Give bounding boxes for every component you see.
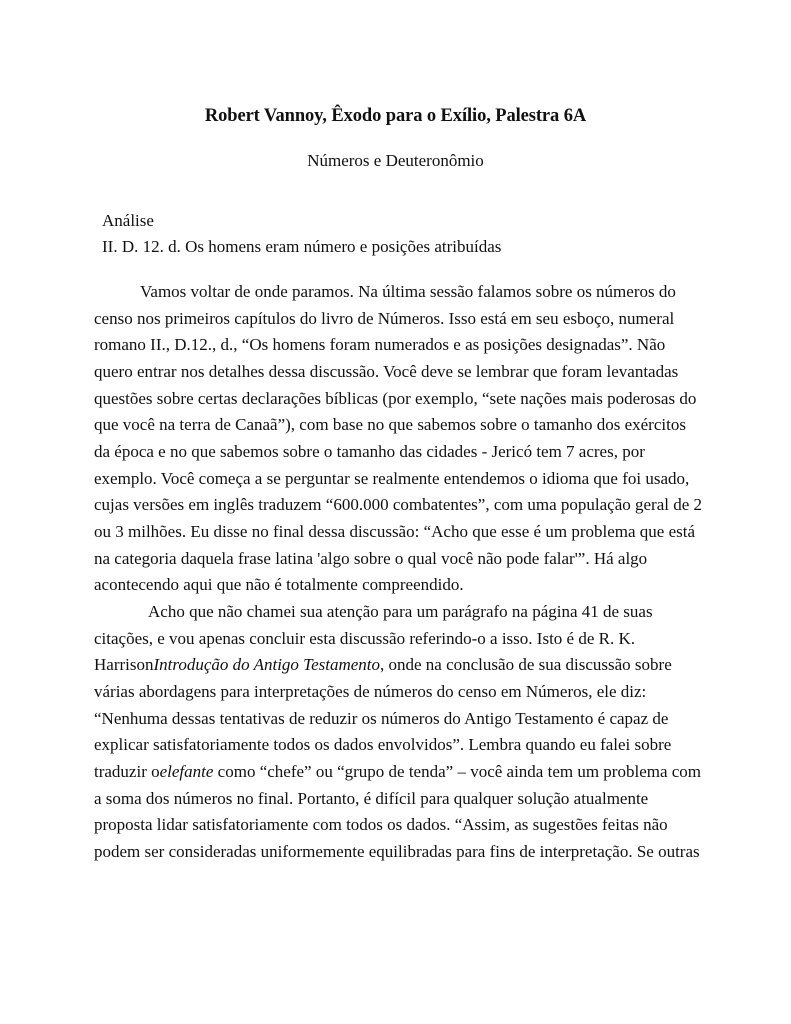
text-line: cujas versões em inglês traduzem “600.000 combatentes”, com uma população geral de 2 xyxy=(94,495,703,514)
text-line: várias abordagens para interpretações de números do censo em Números, ele diz: xyxy=(94,682,647,701)
line-continuation: , onde na conclusão de sua discussão sobre xyxy=(380,655,672,674)
line-continuation: como “chefe” ou “grupo de tenda” – você ainda tem um problema com xyxy=(213,762,702,781)
text-line: proposta lidar satisfatoriamente com todos os dados. “Assim, as sugestões feitas não xyxy=(94,815,668,834)
text-line: romano II., D.12., d., “Os homens foram numerados e as posições designadas”. Não xyxy=(94,335,666,354)
text-line: exemplo. Você começa a se perguntar se realmente entendemos o idioma que foi usado, xyxy=(94,469,690,488)
author-name: Harrison xyxy=(94,655,154,674)
text-line: podem ser consideradas uniformemente equilibradas para fins de interpretação. Se outras xyxy=(94,842,700,861)
text-line: questões sobre certas declarações bíblicas (por exemplo, “sete nações mais poderosas do xyxy=(94,389,697,408)
text-line: citações, e vou apenas concluir esta discussão referindo-o a isso. Isto é de R. K. xyxy=(94,629,635,648)
outline-heading: Análise xyxy=(102,211,154,230)
text-line: Vamos voltar de onde paramos. Na última sessão falamos sobre os números do xyxy=(140,282,676,301)
text-line: explicar satisfatoriamente todos os dados envolvidos”. Lembra quando eu falei sobre xyxy=(94,735,672,754)
text-line: a soma dos números no final. Portanto, é difícil para qualquer solução atualmente xyxy=(94,789,649,808)
text-line-with-book-title xyxy=(94,654,672,676)
text-line-with-italic-word xyxy=(94,761,701,783)
line-start: traduzir o xyxy=(94,762,160,781)
text-line: na categoria daquela frase latina 'algo sobre o qual você não pode falar'”. Há algo xyxy=(94,549,648,568)
document-subtitle: Números e Deuteronômio xyxy=(307,151,484,170)
text-line: “Nenhuma dessas tentativas de reduzir os números do Antigo Testamento é capaz de xyxy=(94,709,669,728)
text-line: Acho que não chamei sua atenção para um parágrafo na página 41 de suas xyxy=(148,602,653,621)
text-line: da época e no que sabemos sobre o tamanho das cidades - Jericó tem 7 acres, por xyxy=(94,442,645,461)
text-line: ou 3 milhões. Eu disse no final dessa discussão: “Acho que esse é um problema que está xyxy=(94,522,696,541)
document-title: Robert Vannoy, Êxodo para o Exílio, Palestra 6A xyxy=(204,106,587,126)
text-line: que você na terra de Canaã”), com base no que sabemos sobre o tamanho dos exércitos xyxy=(94,415,686,434)
text-line: quero entrar nos detalhes dessa discussão. Você deve se lembrar que foram levantadas xyxy=(94,362,679,381)
text-line: acontecendo aqui que não é totalmente compreendido. xyxy=(94,575,464,594)
italic-term: elefante xyxy=(159,762,214,781)
outline-item: II. D. 12. d. Os homens eram número e posições atribuídas xyxy=(102,237,502,256)
book-title: Introdução do Antigo Testamento xyxy=(153,655,380,674)
text-line: censo nos primeiros capítulos do livro de Números. Isso está em seu esboço, numeral xyxy=(94,309,675,328)
